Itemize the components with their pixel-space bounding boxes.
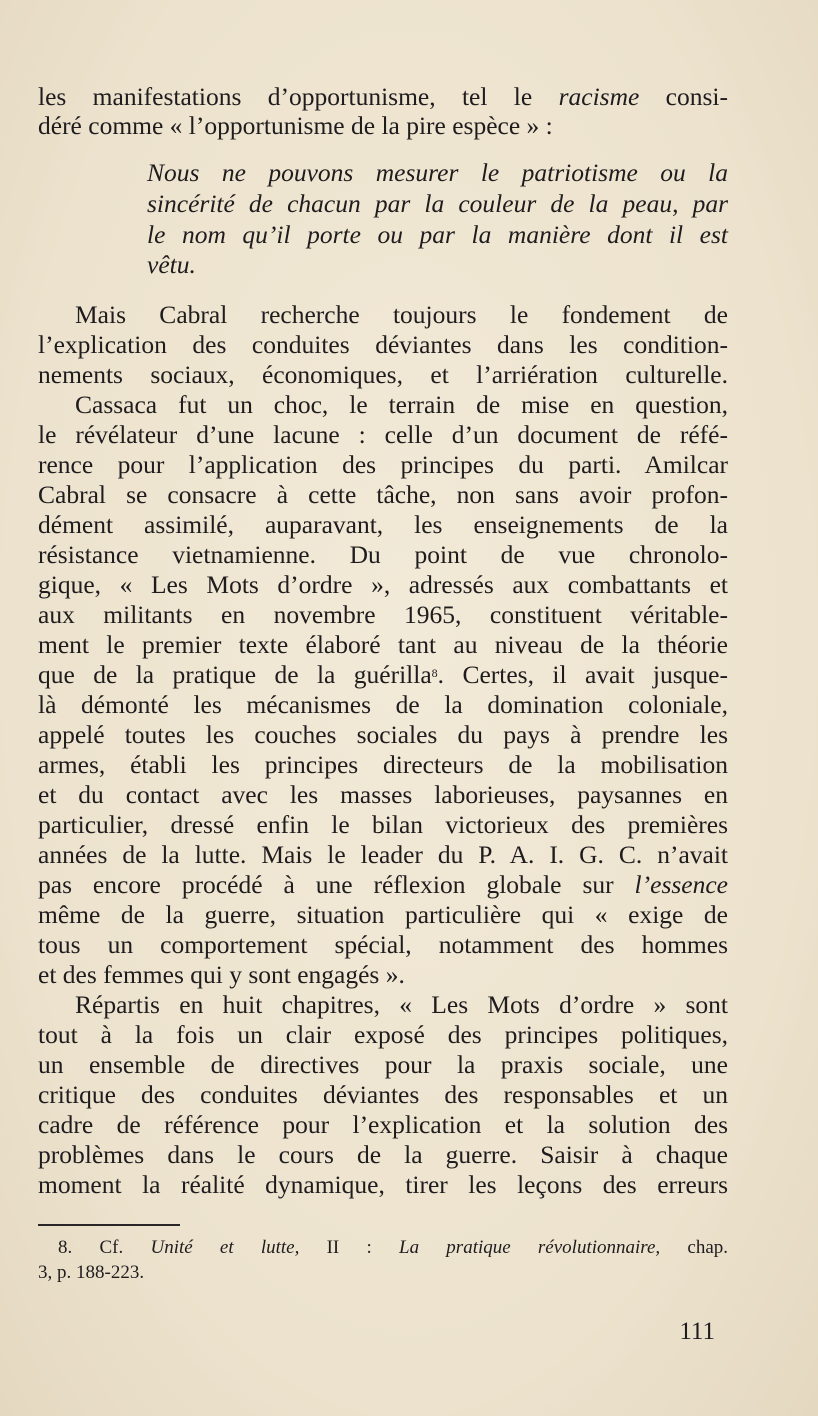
text-segment: 8. Cf.: [58, 1237, 151, 1258]
text-line: [38, 990, 728, 1020]
text-segment: aux militants en novembre 1965, constituent véritable-: [38, 600, 728, 629]
text-line: [38, 111, 728, 141]
text-segment: dément assimilé, auparavant, les enseignements de la: [38, 510, 728, 539]
text-segment: là démonté les mécanismes de la domination coloniale,: [38, 690, 728, 719]
text-segment: . Certes, il avait jusque-: [437, 660, 728, 689]
text-line: [38, 660, 728, 690]
text-segment: et du contact avec les masses laborieuses, paysannes en: [38, 780, 728, 809]
text-segment: Mais Cabral recherche toujours le fondement de: [75, 300, 728, 329]
page-number: 111: [679, 1318, 715, 1345]
text-segment: II :: [299, 1237, 399, 1258]
text-segment: pas encore procédé à une réflexion globale sur: [38, 870, 635, 899]
text-segment: racisme: [558, 82, 640, 111]
text-line: [38, 840, 728, 870]
text-segment: problèmes dans le cours de la guerre. Saisir à chaque: [38, 1140, 728, 1169]
text-segment: particulier, dressé enfin le bilan victorieux des premières: [38, 810, 728, 839]
text-segment: les manifestations d’opportunisme, tel le: [38, 82, 559, 111]
text-line: [147, 189, 728, 219]
text-line: [38, 600, 728, 630]
text-line: [38, 870, 728, 900]
text-segment: le révélateur d’une lacune : celle d’un document de réfé-: [38, 420, 728, 449]
text-line: [38, 360, 728, 390]
text-segment: et des femmes qui y sont engagés ».: [38, 960, 405, 989]
text-line: [38, 420, 728, 450]
text-segment: tout à la fois un clair exposé des principes politiques,: [38, 1020, 728, 1049]
footnote-reference: 8: [431, 666, 438, 680]
text-segment: nements sociaux, économiques, et l’arriération culturelle.: [38, 360, 728, 389]
text-line: [38, 900, 728, 930]
text-segment: moment la réalité dynamique, tirer les leçons des erreurs: [38, 1170, 728, 1199]
text-line: [38, 540, 728, 570]
footnote-line: [38, 1236, 728, 1260]
footnote-separator: [38, 1224, 180, 1226]
text-segment: appelé toutes les couches sociales du pays à prendre les: [38, 720, 728, 749]
text-line: [38, 930, 728, 960]
text-line: [38, 510, 728, 540]
text-segment: cadre de référence pour l’explication et la solution des: [38, 1110, 728, 1139]
text-segment: Unité et lutte,: [150, 1237, 300, 1258]
text-segment: gique, « Les Mots d’ordre », adressés aux combattants et: [38, 570, 728, 599]
text-segment: un ensemble de directives pour la praxis sociale, une: [38, 1050, 728, 1079]
text-line: [147, 158, 728, 188]
text-segment: La pratique révolutionnaire,: [399, 1237, 661, 1258]
text-line: [38, 570, 728, 600]
text-segment: sincérité de chacun par la couleur de la peau, par: [147, 189, 728, 218]
text-line: [38, 330, 728, 360]
text-line: [38, 1170, 728, 1200]
text-line: [147, 250, 728, 280]
text-segment: l’explication des conduites déviantes dans les condition-: [38, 330, 728, 359]
text-segment: Cabral se consacre à cette tâche, non sans avoir profon-: [38, 480, 728, 509]
text-segment: même de la guerre, situation particulière qui « exige de: [38, 900, 728, 929]
footnote-line: [38, 1261, 728, 1285]
text-line: [38, 450, 728, 480]
text-segment: armes, établi les principes directeurs de la mobilisation: [38, 750, 728, 779]
text-line: [38, 720, 728, 750]
text-line: [38, 630, 728, 660]
text-segment: que de la pratique de la guérilla: [38, 660, 432, 689]
text-line: [38, 810, 728, 840]
text-line: [38, 300, 728, 330]
text-line: [38, 750, 728, 780]
text-segment: 3, p. 188-223.: [38, 1262, 145, 1283]
text-line: [147, 220, 728, 250]
text-line: [38, 82, 728, 112]
text-segment: Répartis en huit chapitres, « Les Mots d’ordre » sont: [75, 990, 728, 1019]
text-segment: vêtu.: [147, 250, 196, 279]
text-segment: consi-: [639, 82, 728, 111]
text-line: [38, 1050, 728, 1080]
text-segment: résistance vietnamienne. Du point de vue chronolo-: [38, 540, 728, 569]
text-line: [38, 1140, 728, 1170]
text-line: [38, 390, 728, 420]
text-line: [38, 1020, 728, 1050]
text-line: [38, 480, 728, 510]
text-line: [38, 690, 728, 720]
text-segment: rence pour l’application des principes du parti. Amilcar: [38, 450, 728, 479]
text-segment: ment le premier texte élaboré tant au niveau de la théorie: [38, 630, 728, 659]
text-segment: l’essence: [634, 870, 728, 899]
text-line: [38, 960, 728, 990]
text-segment: tous un comportement spécial, notamment des hommes: [38, 930, 728, 959]
text-line: [38, 1110, 728, 1140]
text-segment: critique des conduites déviantes des responsables et un: [38, 1080, 728, 1109]
text-segment: Nous ne pouvons mesurer le patriotisme ou la: [147, 158, 728, 187]
text-line: [38, 780, 728, 810]
text-segment: années de la lutte. Mais le leader du P. A. I. G. C. n’avait: [38, 840, 728, 869]
text-segment: le nom qu’il porte ou par la manière dont il est: [147, 220, 728, 249]
text-segment: chap.: [660, 1237, 729, 1258]
text-segment: déré comme « l’opportunisme de la pire espèce » :: [38, 111, 553, 140]
text-line: [38, 1080, 728, 1110]
text-segment: Cassaca fut un choc, le terrain de mise en question,: [75, 390, 728, 419]
